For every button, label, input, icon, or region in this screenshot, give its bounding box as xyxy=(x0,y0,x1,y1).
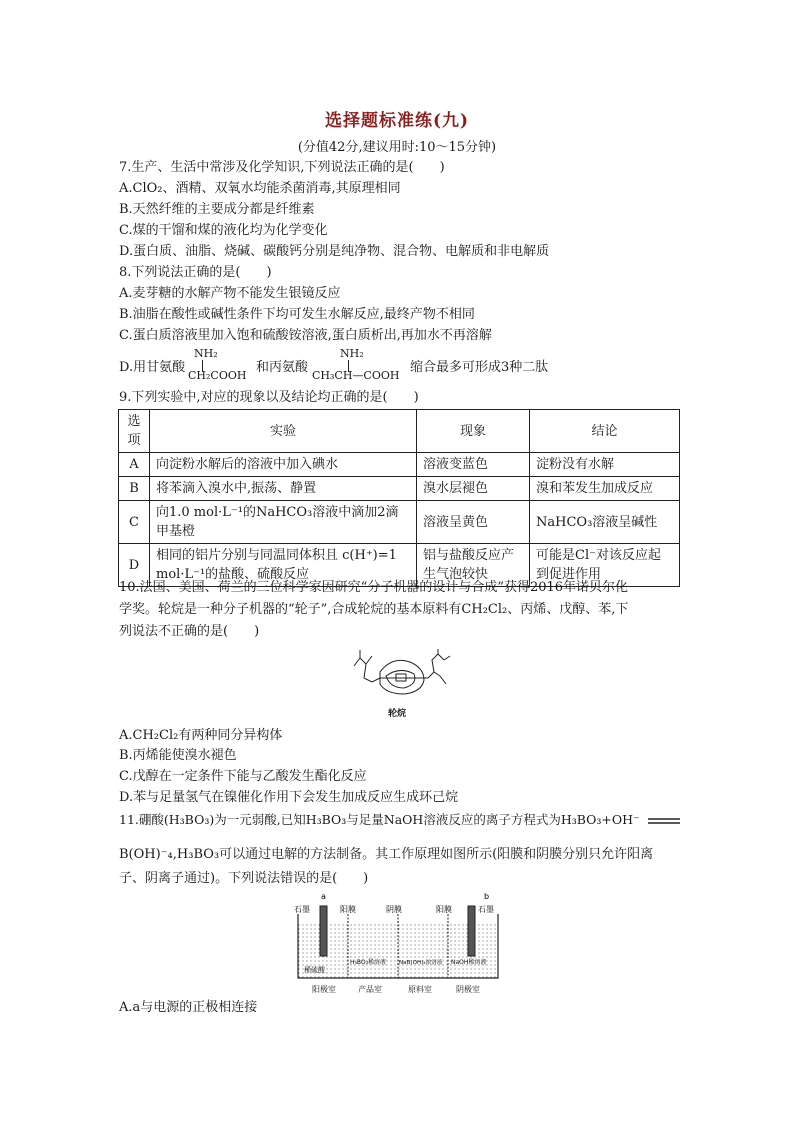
question-11-stem-line-1: 11.硼酸(H₃BO₃)为一元弱酸,已知H₃BO₃与足量NaOH溶液反应的离子方程式为H₃BO₃+OH⁻ xyxy=(119,812,640,827)
solution-label-3: NaB(OH)₄浓溶液 xyxy=(399,960,443,966)
question-10-option-b: B.丙烯能使溴水褪色 xyxy=(119,748,237,763)
glycine-amino-group: NH₂ xyxy=(194,347,218,360)
table-cell: 可能是Cl⁻对该反应起到促进作用 xyxy=(530,544,680,587)
question-10-option-d: D.苯与足量氢气在镍催化作用下会发生加成反应生成环己烷 xyxy=(119,790,459,805)
electrode-label-left: 石墨 xyxy=(294,905,310,914)
table-row xyxy=(119,453,680,477)
figure-caption: 轮烷 xyxy=(388,709,407,719)
table-cell: 溶液变蓝色 xyxy=(417,453,530,477)
question-7-option-d: D.蛋白质、油脂、烧碱、碳酸钙分别是纯净物、混合物、电解质和非电解质 xyxy=(119,244,550,259)
alanine-amino-group: NH₂ xyxy=(340,347,364,360)
table-cell: B xyxy=(119,477,150,501)
label-a: a xyxy=(321,892,326,901)
table-row xyxy=(119,501,680,544)
alanine-backbone: CH₃CH—COOH xyxy=(312,369,400,382)
question-7-option-a: A.ClO₂、酒精、双氧水均能杀菌消毒,其原理相同 xyxy=(119,181,401,196)
column-header-conclusion: 结论 xyxy=(530,410,680,453)
question-8-option-b: B.油脂在酸性或碱性条件下均可发生水解反应,最终产物不相同 xyxy=(119,307,475,322)
question-10-stem-line-1: 10.法国、美国、荷兰的三位科学家因研究“分子机器的设计与合成”获得2016年诺贝尔化 xyxy=(119,580,629,595)
page-subtitle: (分值42分,建议用时:10～15分钟) xyxy=(297,140,497,155)
table-cell: 溴和苯发生加成反应 xyxy=(530,477,680,501)
question-8-option-d-prefix: D.用甘氨酸 xyxy=(119,360,186,375)
table-header-row xyxy=(119,410,680,453)
table-cell: A xyxy=(119,453,150,477)
table-cell: 淀粉没有水解 xyxy=(530,453,680,477)
rotaxane-figure xyxy=(352,648,452,708)
question-8-option-c: C.蛋白质溶液里加入饱和硫酸铵溶液,蛋白质析出,再加水不再溶解 xyxy=(119,328,492,343)
table-cell: NaHCO₃溶液呈碱性 xyxy=(530,501,680,544)
electrolysis-cell-figure xyxy=(290,892,506,996)
question-11-option-a: A.a与电源的正极相连接 xyxy=(119,1000,258,1015)
question-7-option-c: C.煤的干馏和煤的液化均为化学变化 xyxy=(119,223,328,238)
solution-label-2: H₃BO₃稀溶液 xyxy=(350,959,387,966)
question-9-table xyxy=(118,409,680,587)
question-10-stem-line-2: 学奖。轮烷是一种分子机器的“轮子”,合成轮烷的基本原料有CH₂Cl₂、丙烯、戊醇、苯,下 xyxy=(119,602,629,617)
question-10-option-c: C.戊醇在一定条件下能与乙酸发生酯化反应 xyxy=(119,769,367,784)
table-cell: 溴水层褪色 xyxy=(417,477,530,501)
table-cell: 铝与盐酸反应产生气泡较快 xyxy=(417,544,530,587)
column-header-option: 选项 xyxy=(119,410,150,453)
question-7-stem: 7.生产、生活中常涉及化学知识,下列说法正确的是( ) xyxy=(119,160,445,175)
chamber-label-4: 阴极室 xyxy=(456,985,480,994)
question-11-stem-line-3: 子、阴离子通过)。下列说法错误的是( ) xyxy=(119,871,369,886)
column-header-phenomenon: 现象 xyxy=(417,410,530,453)
table-cell: D xyxy=(119,544,150,587)
question-8-option-a: A.麦芽糖的水解产物不能发生银镜反应 xyxy=(119,286,341,301)
question-8-stem: 8.下列说法正确的是( ) xyxy=(119,265,272,280)
question-8-option-d-mid: 和丙氨酸 xyxy=(256,360,309,375)
question-10-stem-line-3: 列说法不正确的是( ) xyxy=(119,624,260,639)
membrane-label-1: 阳膜 xyxy=(340,905,356,914)
membrane-label-3: 阳膜 xyxy=(436,905,452,914)
membrane-label-2: 阴膜 xyxy=(386,905,402,914)
question-8-option-d-suffix: 缩合最多可形成3种二肽 xyxy=(410,360,549,375)
label-b: b xyxy=(484,892,490,901)
glycine-backbone: CH₂COOH xyxy=(188,369,247,382)
question-11-stem-line-2: B(OH)⁻₄,H₃BO₃可以通过电解的方法制备。其工作原理如图所示(阳膜和阴膜分别只允许阳离 xyxy=(119,847,654,862)
chamber-label-3: 原料室 xyxy=(408,985,432,994)
glycine-structure xyxy=(188,348,258,384)
alanine-structure xyxy=(312,348,412,384)
left-stopper xyxy=(354,656,372,666)
table-row xyxy=(119,477,680,501)
chamber-label-1: 阳极室 xyxy=(312,985,336,994)
electrode-label-right: 石墨 xyxy=(478,905,494,914)
question-7-option-b: B.天然纤维的主要成分都是纤维素 xyxy=(119,202,315,217)
anode-electrode xyxy=(320,906,327,956)
column-header-experiment: 实验 xyxy=(150,410,417,453)
table-cell: 将苯滴入溴水中,振荡、静置 xyxy=(150,477,417,501)
equal-sign-icon xyxy=(646,816,682,826)
cathode-electrode xyxy=(468,906,475,956)
question-10-option-a: A.CH₂Cl₂有两种同分异构体 xyxy=(119,728,283,743)
question-9-stem: 9.下列实验中,对应的现象以及结论均正确的是( ) xyxy=(119,390,419,405)
table-cell: C xyxy=(119,501,150,544)
chamber-label-2: 产品室 xyxy=(358,985,382,994)
table-cell: 向1.0 mol·L⁻¹的NaHCO₃溶液中滴加2滴甲基橙 xyxy=(150,501,417,544)
solution-label-4: NaOH稀溶液 xyxy=(451,959,487,966)
table-cell: 相同的铝片分别与同温同体积且 c(H⁺)=1 mol·L⁻¹的盐酸、硫酸反应 xyxy=(150,544,417,587)
table-cell: 溶液呈黄色 xyxy=(417,501,530,544)
table-cell: 向淀粉水解后的溶液中加入碘水 xyxy=(150,453,417,477)
page-title: 选择题标准练(九) xyxy=(324,111,470,131)
solution-label-1: 稀硫酸 xyxy=(304,966,325,974)
